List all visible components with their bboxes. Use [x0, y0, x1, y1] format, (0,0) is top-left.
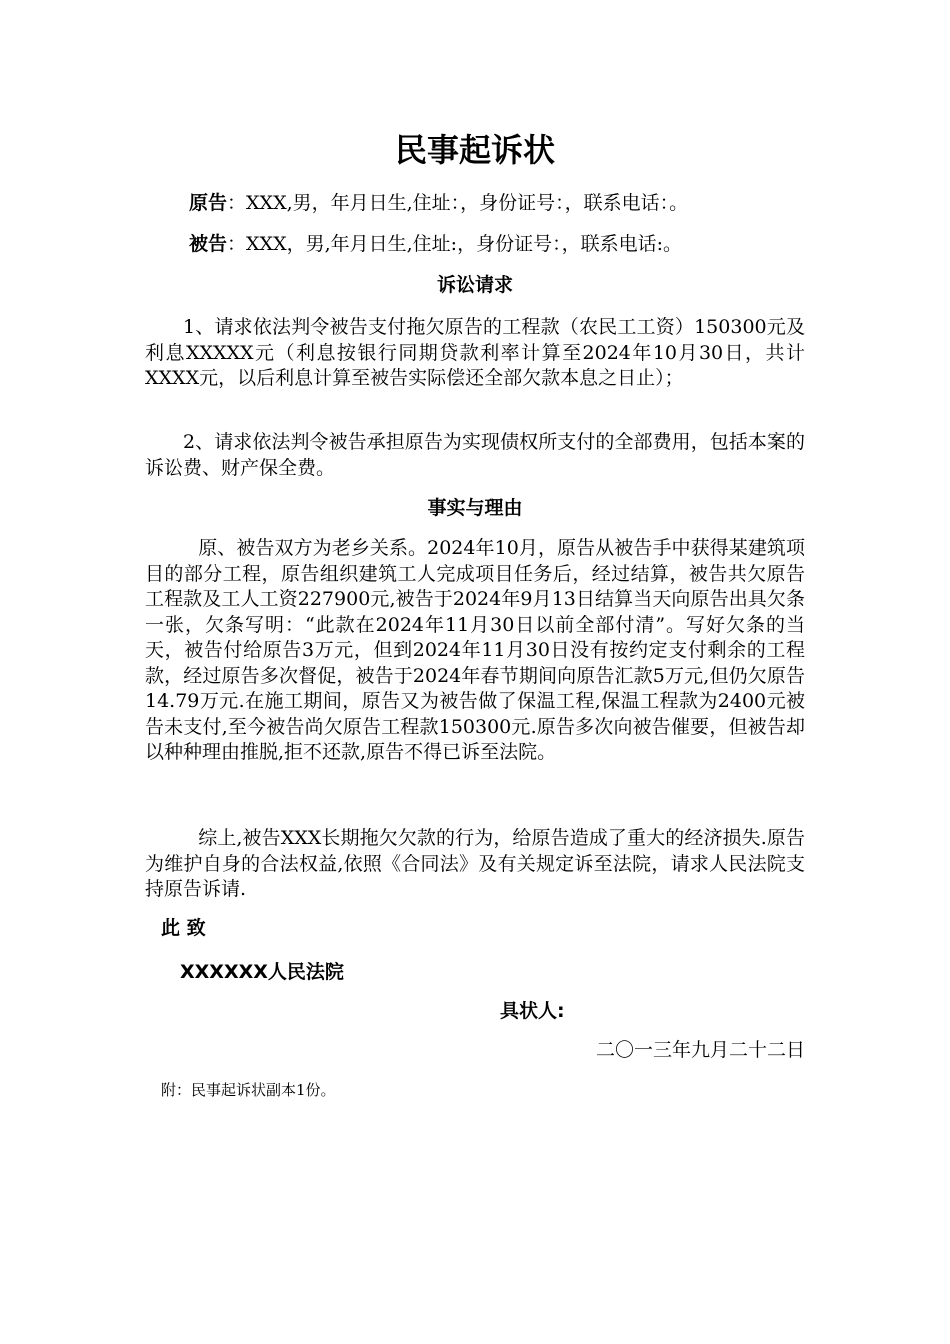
signer-label: 具状人:	[500, 1000, 565, 1022]
defendant-label: 被告	[189, 233, 228, 255]
plaintiff-line	[189, 189, 829, 217]
facts-paragraph-2: 综上,被告XXX长期拖欠欠款的行为，给原告造成了重大的经济损失.原告为维护自身的合法权益,依照《合同法》及有关规定诉至法院，请求人民法院支持原告诉请.	[145, 827, 805, 900]
document-title: 民事起诉状	[394, 131, 555, 169]
court-name: XXXXXX人民法院	[180, 961, 344, 983]
filing-date: 二〇一三年九月二十二日	[595, 1039, 805, 1061]
claims-heading: 诉讼请求	[436, 274, 513, 296]
facts-paragraph-1: 原、被告双方为老乡关系。2024年10月，原告从被告手中获得某建筑项目的部分工程，原告组织建筑工人完成项目任务后，经过结算，被告共欠原告工程款及工人工资227900元,被告于2024年9月13日结算当天向原告出具欠条一张，欠条写明：“此款在2024年11月30日以前全部付清”。写好欠条的当天，被告付给原告3万元，但到2024年11月30日没有按约定支付剩余的工程款，经过原告多次督促，被告于2024年春节期间向原告汇款5万元,但仍欠原告14.79万元.在施工期间，原告又为被告做了保温工程,保温工程款为2400元被告未支付,至今被告尚欠原告工程款150300元.原告多次向被告催要，但被告却以种种理由推脱,拒不还款,原告不得已诉至法院。	[145, 537, 805, 763]
appendix-note: 附：民事起诉状副本1份。	[161, 1081, 336, 1099]
defendant-info: ：XXX，男,年月日生,住址:，身份证号：，联系电话:。	[227, 233, 682, 255]
claim-item-2: 2、请求依法判令被告承担原告为实现债权所支付的全部费用，包括本案的诉讼费、财产保全费。	[145, 431, 805, 479]
facts-heading: 事实与理由	[427, 497, 523, 519]
claim-item-1: 1、请求依法判令被告支付拖欠原告的工程款（农民工工资）150300元及利息XXXXX元（利息按银行同期贷款利率计算至2024年10月30日，共计XXXX元，以后利息计算至被告实际偿还全部欠款本息之日止）；	[145, 316, 805, 389]
defendant-line	[189, 230, 829, 258]
salutation: 此 致	[161, 917, 206, 939]
plaintiff-info: ：XXX,男，年月日生,住址：，身份证号：，联系电话：。	[227, 192, 689, 214]
plaintiff-label: 原告	[189, 192, 228, 214]
